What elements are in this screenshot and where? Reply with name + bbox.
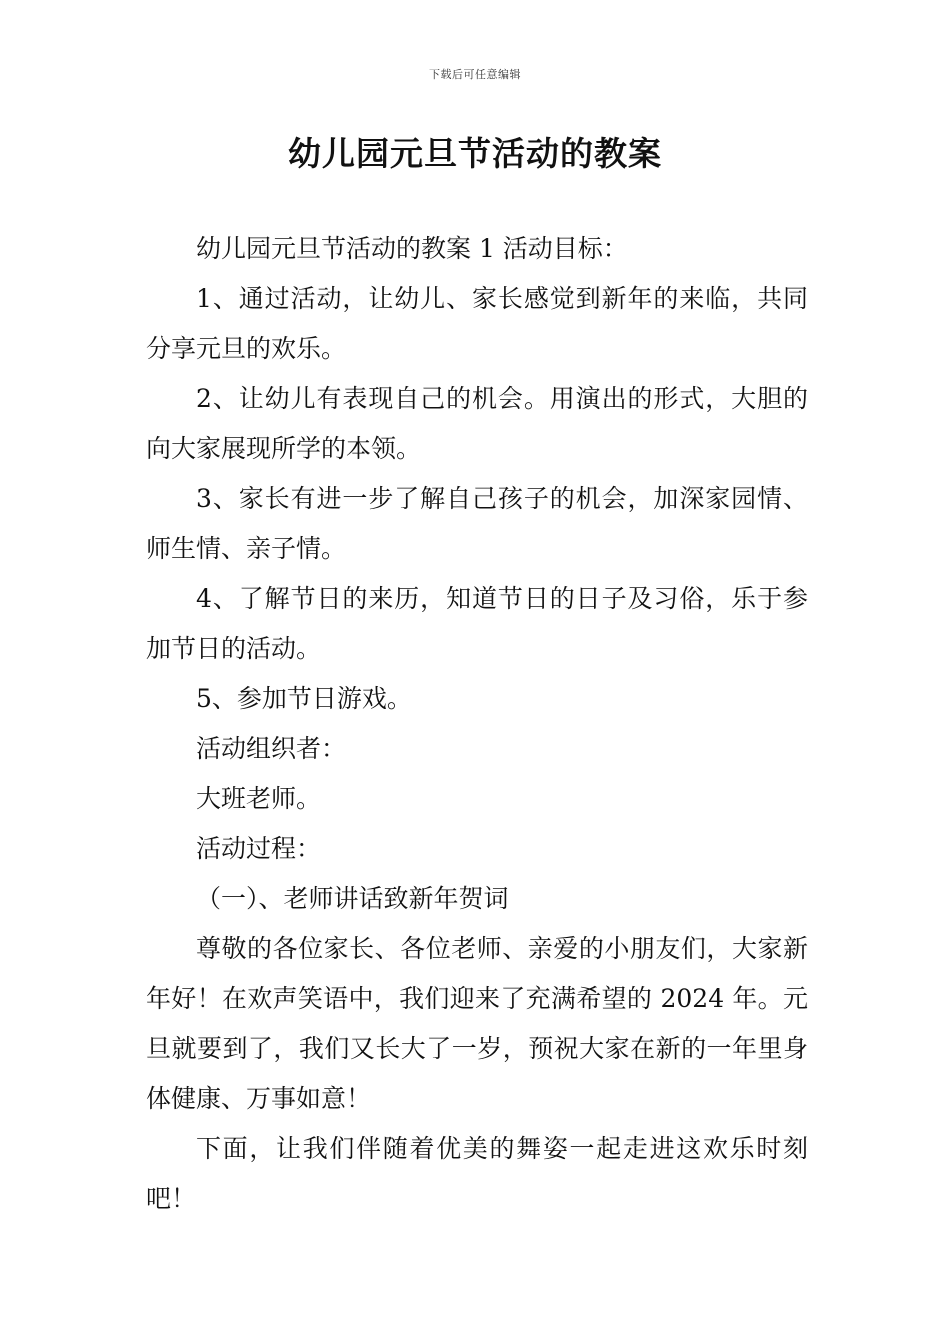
document-body	[146, 224, 808, 1224]
paragraph-goal-1: 1、通过活动，让幼儿、家长感觉到新年的来临，共同分享元旦的欢乐。	[146, 284, 808, 363]
paragraph-organizer-heading: 活动组织者：	[196, 734, 347, 763]
paragraph-speech: 尊敬的各位家长、各位老师、亲爱的小朋友们，大家新年好！在欢声笑语中，我们迎来了充满希望的 2024 年。元旦就要到了，我们又长大了一岁，预祝大家在新的一年里身体健康、万事如意！	[146, 934, 808, 1113]
document-title: 幼儿园元旦节活动的教案	[288, 134, 662, 173]
paragraph-intro: 幼儿园元旦节活动的教案 1 活动目标：	[196, 234, 628, 263]
paragraph-organizer: 大班老师。	[196, 784, 322, 813]
paragraph-goal-2: 2、让幼儿有表现自己的机会。用演出的形式，大胆的向大家展现所学的本领。	[146, 384, 808, 463]
paragraph-goal-3: 3、家长有进一步了解自己孩子的机会，加深家园情、师生情、亲子情。	[146, 484, 808, 563]
paragraph-step-1-heading: （一）、老师讲话致新年贺词	[196, 884, 509, 913]
paragraph-goal-5: 5、参加节日游戏。	[196, 684, 412, 713]
paragraph-process-heading: 活动过程：	[196, 834, 322, 863]
paragraph-closing: 下面，让我们伴随着优美的舞姿一起走进这欢乐时刻吧！	[146, 1134, 808, 1213]
header-note: 下载后可任意编辑	[429, 68, 521, 81]
paragraph-goal-4: 4、了解节日的来历，知道节日的日子及习俗，乐于参加节日的活动。	[146, 584, 808, 663]
